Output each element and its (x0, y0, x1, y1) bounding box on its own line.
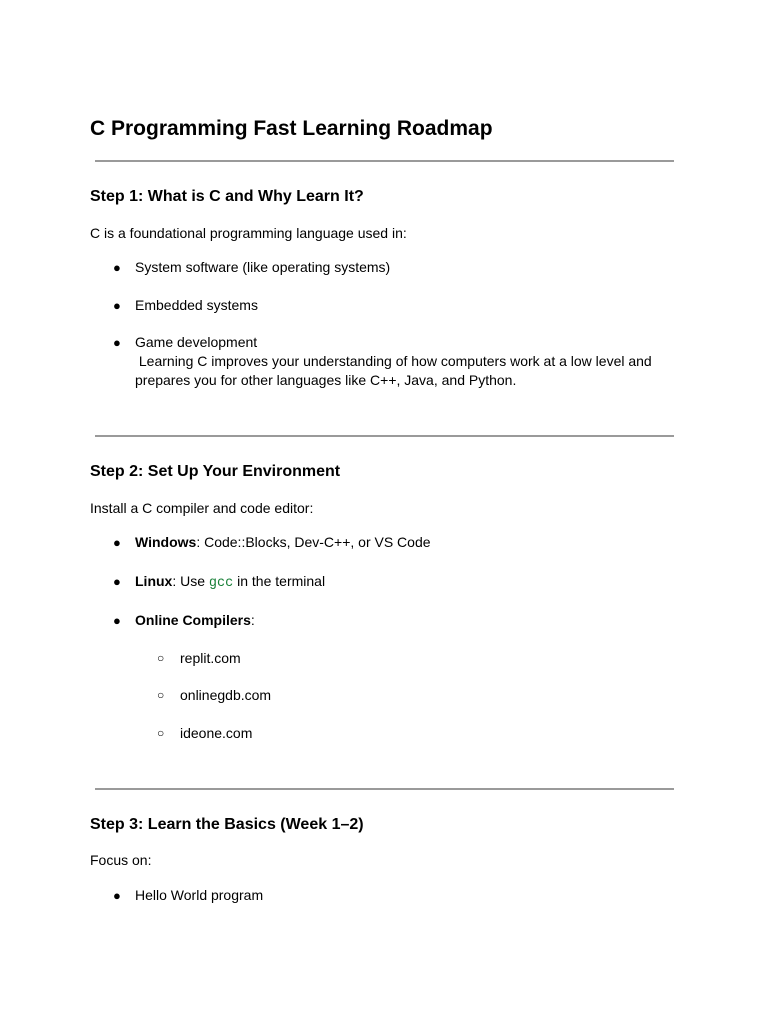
online-site-onlinegdb: onlinegdb.com (180, 687, 272, 703)
online-label: Online Compilers (135, 612, 251, 628)
bullet-icon: ● (113, 888, 121, 903)
bullet-icon: ● (113, 335, 121, 350)
step1-continuation-line1: Learning C improves your understanding of how computers work at a low level and (135, 353, 652, 369)
bullet-icon: ● (113, 613, 121, 628)
divider-1 (95, 160, 674, 162)
bullet-icon: ● (113, 574, 121, 589)
step2-heading: Step 2: Set Up Your Environment (90, 463, 341, 480)
linux-prefix: : Use (172, 573, 209, 589)
document-title: C Programming Fast Learning Roadmap (90, 117, 493, 140)
step1-item-system-software: System software (like operating systems) (135, 259, 391, 275)
step1-heading: Step 1: What is C and Why Learn It? (90, 188, 364, 205)
online-site-ideone: ideone.com (180, 725, 253, 741)
sub-bullet-icon: ○ (157, 726, 165, 740)
step2-intro: Install a C compiler and code editor: (90, 500, 314, 516)
step1-intro: C is a foundational programming language used in: (90, 225, 407, 241)
online-site-replit: replit.com (180, 650, 241, 666)
step3-intro: Focus on: (90, 852, 152, 868)
step1-item-game-dev: Game development (135, 334, 258, 350)
divider-2 (95, 435, 674, 437)
sub-bullet-icon: ○ (157, 651, 165, 665)
step1-continuation-line2: prepares you for other languages like C++, Java, and Python. (135, 372, 517, 388)
step3-heading: Step 3: Learn the Basics (Week 1–2) (90, 816, 364, 833)
bullet-icon: ● (113, 298, 121, 313)
linux-suffix: in the terminal (233, 573, 326, 589)
step2-item-online (135, 611, 255, 630)
bullet-icon: ● (113, 260, 121, 275)
bullet-icon: ● (113, 535, 121, 550)
sub-bullet-icon: ○ (157, 688, 165, 702)
divider-3 (95, 788, 674, 790)
step2-item-windows (135, 533, 431, 552)
linux-label: Linux (135, 573, 173, 589)
online-suffix: : (250, 612, 255, 628)
step3-item-hello-world: Hello World program (135, 887, 264, 903)
windows-text: : Code::Blocks, Dev-C++, or VS Code (196, 534, 431, 550)
gcc-code: gcc (208, 576, 234, 591)
step1-item-embedded: Embedded systems (135, 297, 258, 313)
windows-label: Windows (135, 534, 197, 550)
step2-item-linux (135, 572, 325, 593)
